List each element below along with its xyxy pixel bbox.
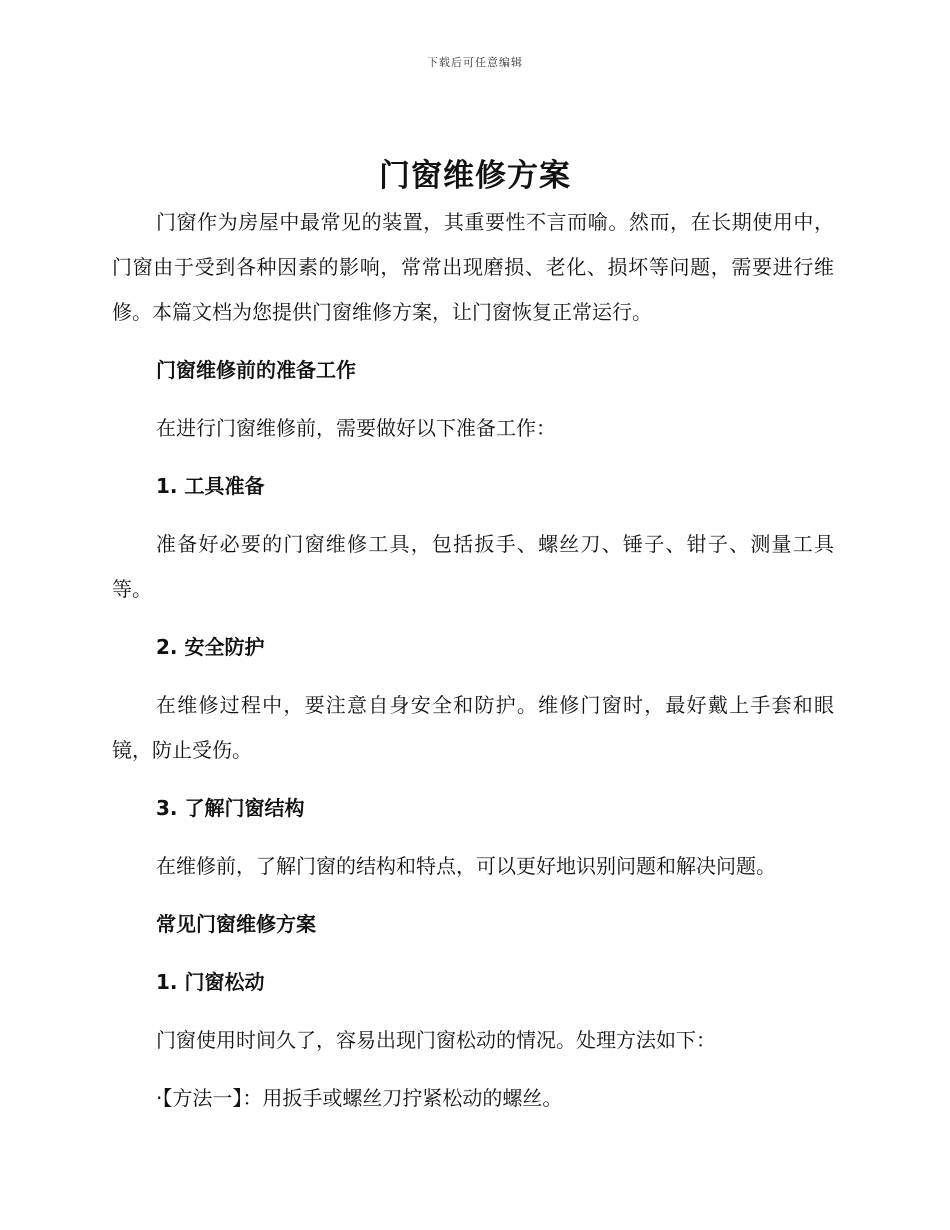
paragraph-structure: 在维修前，了解门窗的结构和特点，可以更好地识别问题和解决问题。 bbox=[156, 854, 776, 878]
section-heading-preparation: 门窗维修前的准备工作 bbox=[156, 358, 356, 382]
subheading-tools: 1. 工具准备 bbox=[156, 474, 265, 498]
subheading-structure: 3. 了解门窗结构 bbox=[156, 796, 305, 820]
section-heading-common-repairs: 常见门窗维修方案 bbox=[156, 912, 316, 936]
paragraph-safety: 在维修过程中，要注意自身安全和防护。维修门窗时，最好戴上手套和眼镜，防止受伤。 bbox=[112, 693, 834, 762]
header-note: 下载后可任意编辑 bbox=[427, 56, 523, 69]
paragraph-loose-frames: 门窗使用时间久了，容易出现门窗松动的情况。处理方法如下： bbox=[156, 1028, 716, 1052]
document-title: 门窗维修方案 bbox=[379, 158, 571, 194]
subheading-safety: 2. 安全防护 bbox=[156, 635, 265, 659]
section-lead-preparation: 在进行门窗维修前，需要做好以下准备工作： bbox=[156, 416, 556, 440]
intro-paragraph: 门窗作为房屋中最常见的装置，其重要性不言而喻。然而，在长期使用中，门窗由于受到各种因素的影响，常常出现磨损、老化、损坏等问题，需要进行维修。本篇文档为您提供门窗维修方案，让门窗恢复正常运行。 bbox=[112, 210, 834, 324]
bullet-method-one: ·【方法一】：用扳手或螺丝刀拧紧松动的螺丝。 bbox=[156, 1086, 563, 1110]
paragraph-tools: 准备好必要的门窗维修工具，包括扳手、螺丝刀、锤子、钳子、测量工具等。 bbox=[112, 532, 834, 601]
subheading-loose-frames: 1. 门窗松动 bbox=[156, 970, 265, 994]
document-body bbox=[112, 200, 834, 1121]
